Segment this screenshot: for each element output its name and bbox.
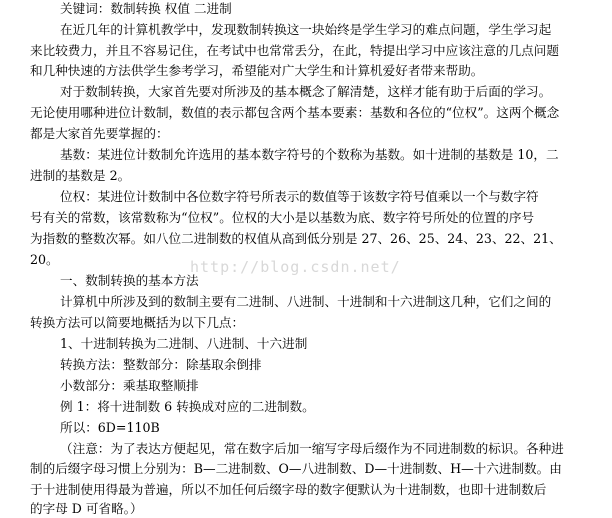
paragraph-line: 计算机中所涉及到的数制主要有二进制、八进制、十进制和十六进制这几种，它们之间的 (60, 294, 552, 309)
paragraph-line: 基数：某进位计数制允许选用的基本数字符号的个数称为基数。如十进制的基数是 10，二 (60, 147, 559, 162)
paragraph-line: 在近几年的计算机教学中，发现数制转换这一块始终是学生学习的难点问题，学生学习起 (60, 22, 552, 37)
paragraph-line: 进制的基数是 2。 (30, 168, 131, 183)
watermark: http://blog.csdn.net/ (190, 258, 401, 276)
paragraph-line: 例 1：将十进制数 6 转换成对应的二进制数。 (60, 399, 315, 414)
subsection-heading: 1、十进制转换为二进制、八进制、十六进制 (60, 336, 308, 351)
paragraph-line: 制的后缀字母习惯上分别为：B—二进制数、O—八进制数、D—十进制数、H—十六进制数。由 (30, 461, 562, 476)
section-heading: 一、数制转换的基本方法 (60, 273, 199, 288)
paragraph-line: 为指数的整数次幂。如八位二进制数的权值从高到低分别是 27、26、25、24、23、22、21、 (30, 231, 562, 246)
paragraph-line: （注意：为了表达方便起见，常在数字后加一缩写字母后缀作为不同进制数的标识。各种进 (60, 441, 564, 456)
paragraph-line: 于十进制使用得最为普遍，所以不加任何后缀字母的数字便默认为十进制数，也即十进制数后 (30, 482, 547, 497)
paragraph-line: 和几种快速的方法供学生参考学习，希望能对广大学生和计算机爱好者带来帮助。 (30, 63, 484, 78)
paragraph-line: 无论使用哪种进位计数制，数值的表示都包含两个基本要素：基数和各位的“位权”。这两个概念 (30, 105, 560, 120)
paragraph-line: 所以：6D=110B (60, 420, 160, 435)
keywords-line: 关键词：数制转换 权值 二进制 (60, 1, 232, 16)
paragraph-line: 号有关的常数，该常数称为“位权”。位权的大小是以基数为底、数字符号所处的位置的序号 (30, 210, 535, 225)
paragraph-line: 的字母 D 可省略。） (30, 501, 143, 516)
paragraph-line: 小数部分：乘基取整顺排 (60, 378, 199, 393)
paragraph-line: 转换方法：整数部分：除基取余倒排 (60, 357, 262, 372)
paragraph-line: 来比较费力，并且不容易记住，在考试中也常常丢分，在此，特提出学习中应该注意的几点问题 (30, 43, 559, 58)
paragraph-line: 对于数制转换，大家首先要对所涉及的基本概念了解清楚，这样才能有助于后面的学习。 (60, 84, 552, 99)
paragraph-line: 转换方法可以简要地概括为以下几点： (30, 315, 245, 330)
paragraph-line: 位权：某进位计数制中各位数字符号所表示的数值等于该数字符号值乘以一个与数字符 (60, 189, 539, 204)
paragraph-line: 都是大家首先要掌握的： (30, 126, 169, 141)
paragraph-line: 20。 (30, 252, 59, 267)
